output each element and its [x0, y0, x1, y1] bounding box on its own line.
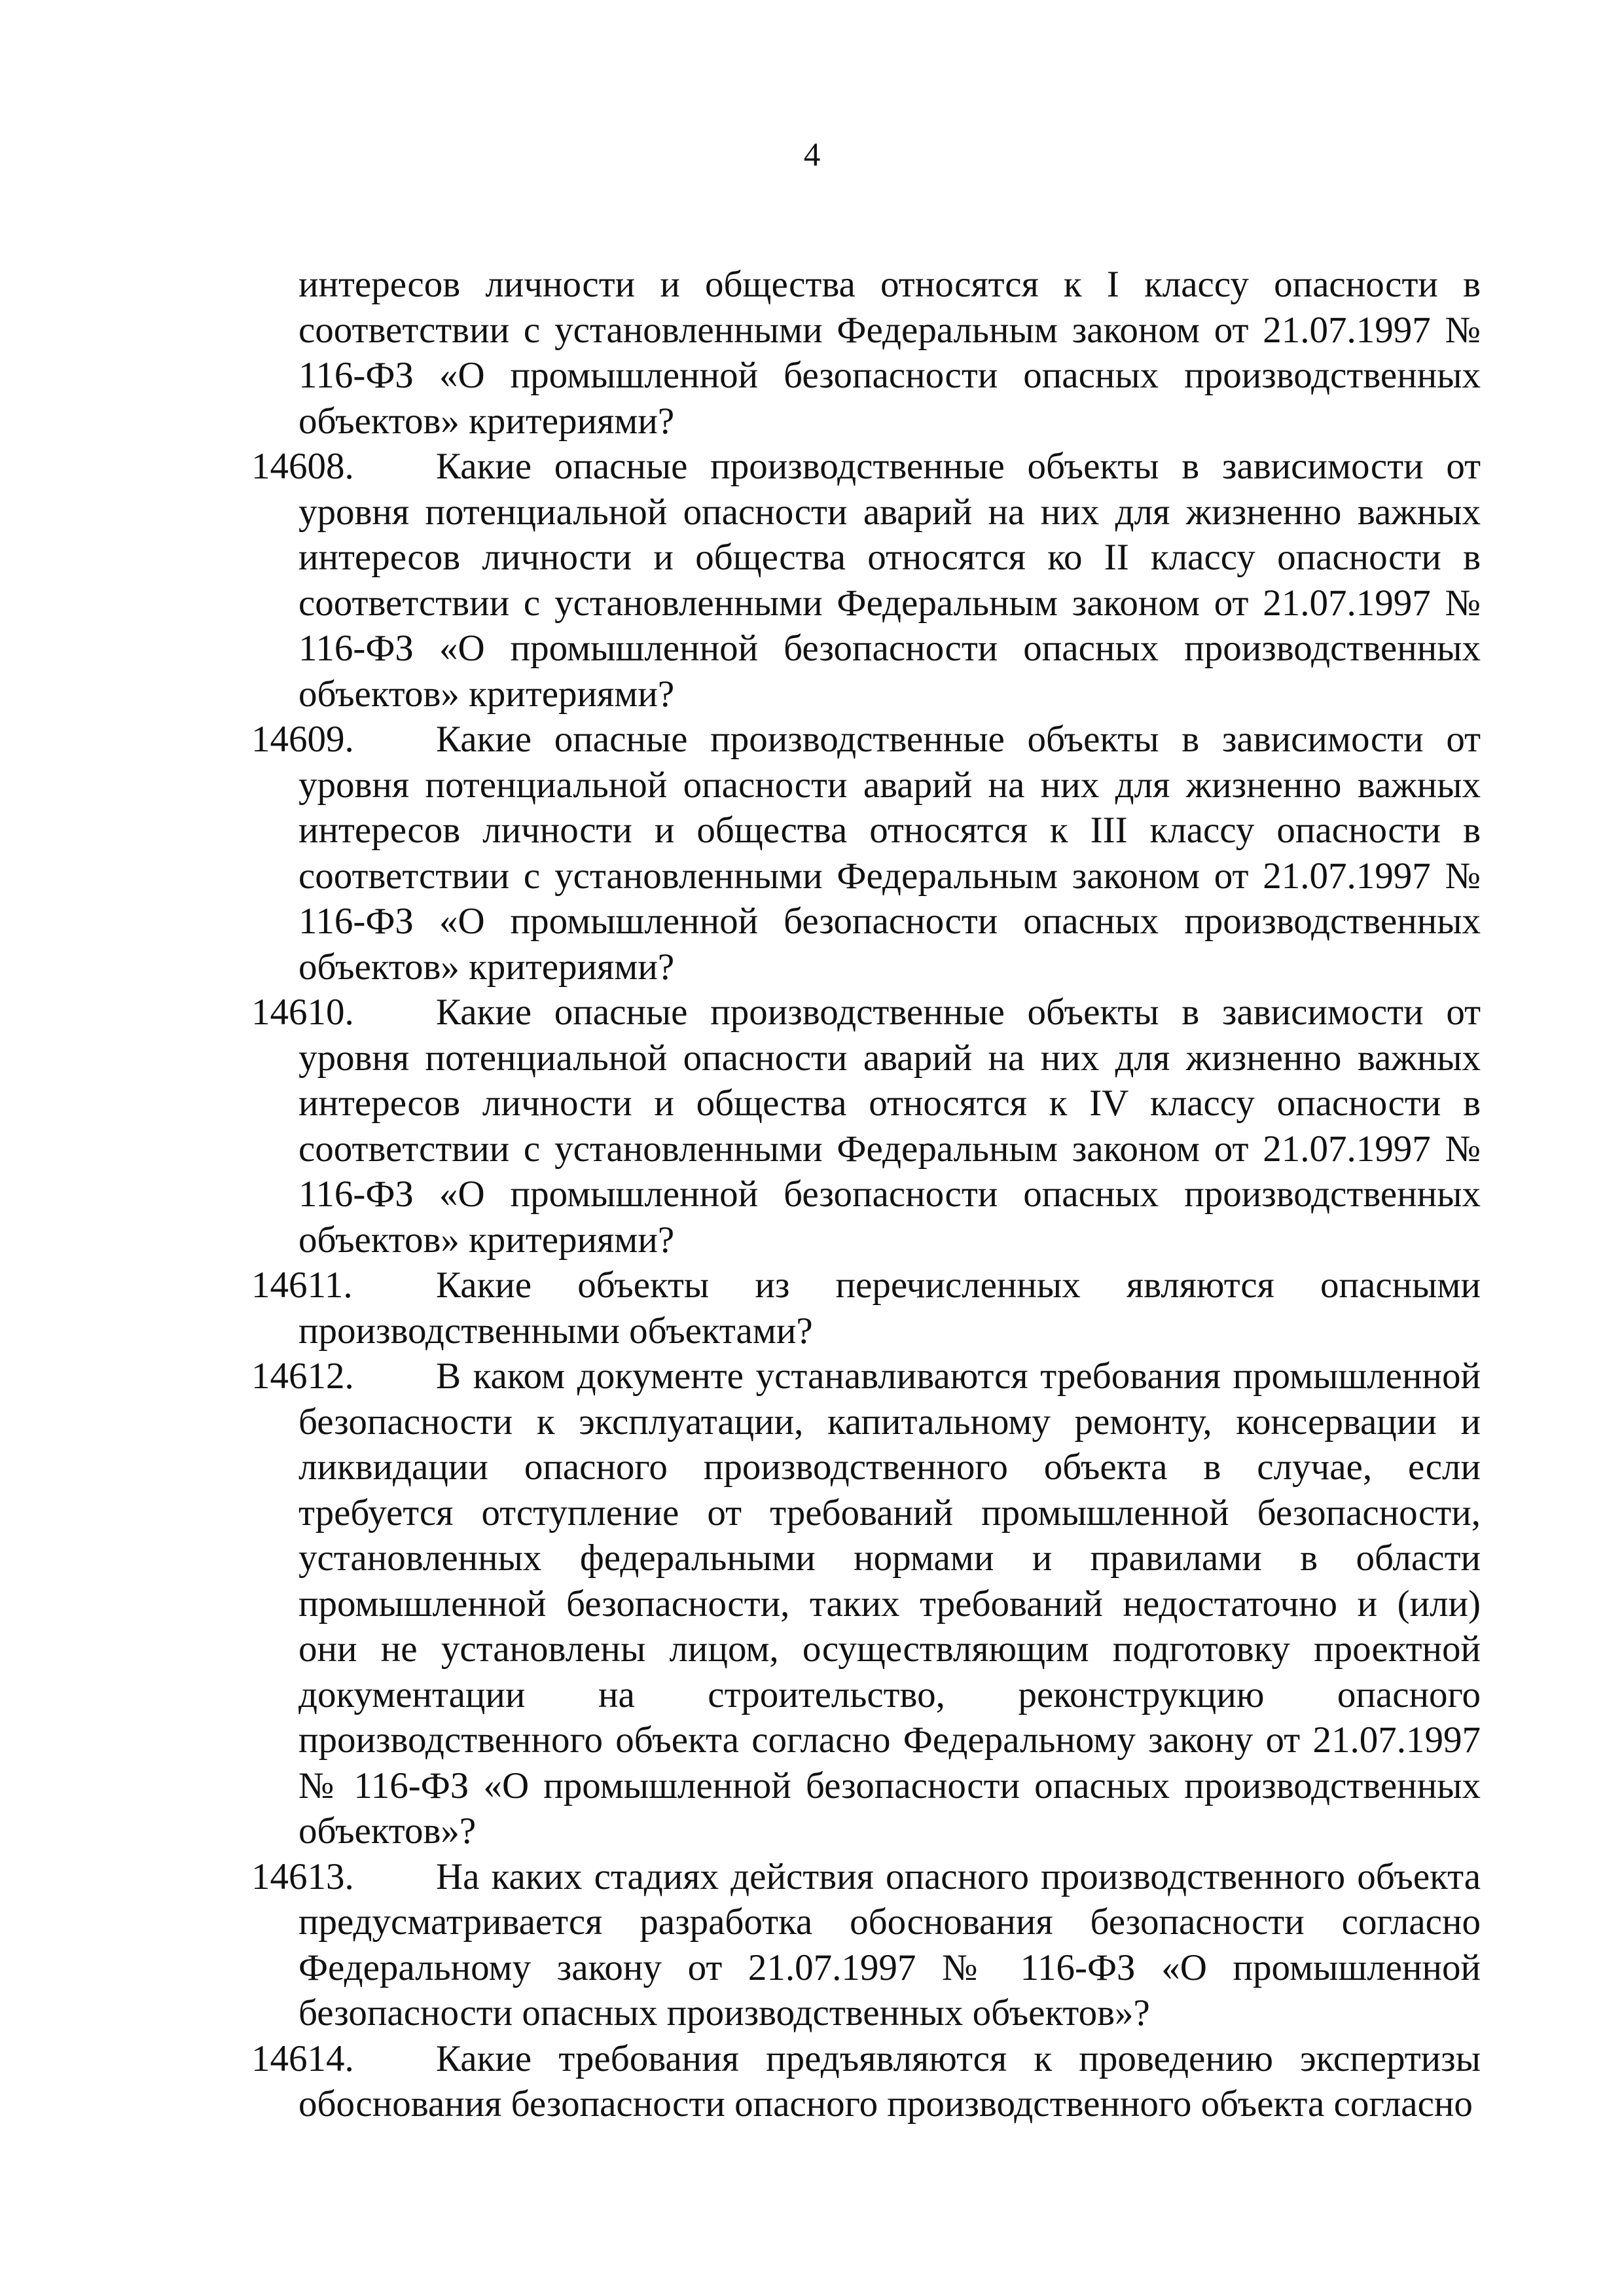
question-item: [251, 717, 1481, 990]
continuation-paragraph: [251, 262, 1481, 444]
question-number: 14609.: [251, 719, 354, 760]
question-text: Какие опасные производственные объекты в зависимости от уровня потенциальной опасности аварий на них для жизненно важных интересов личности и общества относятся ко II классу опасности в соответствии с установленными Федеральным законом от 21.07.1997 № 116-ФЗ «О промышленной безопасности опасных производственных объектов» критериями?: [298, 446, 1481, 715]
page-number: 4: [803, 137, 821, 173]
question-number: 14613.: [251, 1856, 354, 1897]
question-text: Какие опасные производственные объекты в зависимости от уровня потенциальной опасности аварий на них для жизненно важных интересов личности и общества относятся к IV классу опасности в соответствии с установленными Федеральным законом от 21.07.1997 № 116-ФЗ «О промышленной безопасности опасных производственных объектов» критериями?: [298, 992, 1481, 1261]
question-text: В каком документе устанавливаются требования промышленной безопасности к эксплуатации, капитальному ремонту, консервации и ликвидации опасного производственного объекта в случае, если требуется отступление от требований промышленной безопасности, установленных федеральными нормами и правилами в области промышленной безопасности, таких требований недостаточно и (или) они не установлены лицом, осуществляющим подготовку проектной документации на строительство, реконструкцию опасного производственного объекта согласно Федеральному закону от 21.07.1997 № 116-ФЗ «О промышленной безопасности опасных производственных объектов»?: [298, 1355, 1481, 1852]
question-number: 14610.: [251, 992, 354, 1033]
question-text: Какие опасные производственные объекты в зависимости от уровня потенциальной опасности аварий на них для жизненно важных интересов личности и общества относятся к III классу опасности в соответствии с установленными Федеральным законом от 21.07.1997 № 116-ФЗ «О промышленной безопасности опасных производственных объектов» критериями?: [298, 719, 1481, 988]
question-text: На каких стадиях действия опасного производственного объекта предусматривается разработка обоснования безопасности согласно Федеральному закону от 21.07.1997 № 116-ФЗ «О промышленной безопасности опасных производственных объектов»?: [298, 1856, 1481, 2034]
question-item: [251, 1854, 1481, 2036]
question-number: 14611.: [251, 1265, 353, 1306]
question-number: 14614.: [251, 2037, 354, 2079]
question-text: Какие требования предъявляются к проведению экспертизы обоснования безопасности опасного производственного объекта согласно: [298, 2037, 1481, 2125]
question-item: [251, 990, 1481, 1263]
question-number: 14612.: [251, 1355, 354, 1397]
question-item: [251, 1263, 1481, 1354]
question-item: [251, 2036, 1481, 2127]
question-item: [251, 1354, 1481, 1854]
document-body: [251, 262, 1481, 2127]
question-text: Какие объекты из перечисленных являются опасными производственными объектами?: [298, 1265, 1481, 1352]
question-item: [251, 444, 1481, 717]
question-number: 14608.: [251, 446, 354, 487]
continuation-text: интересов личности и общества относятся к I классу опасности в соответствии с установленными Федеральным законом от 21.07.1997 № 116-ФЗ «О промышленной безопасности опасных производственных объектов» критериями?: [298, 264, 1481, 442]
